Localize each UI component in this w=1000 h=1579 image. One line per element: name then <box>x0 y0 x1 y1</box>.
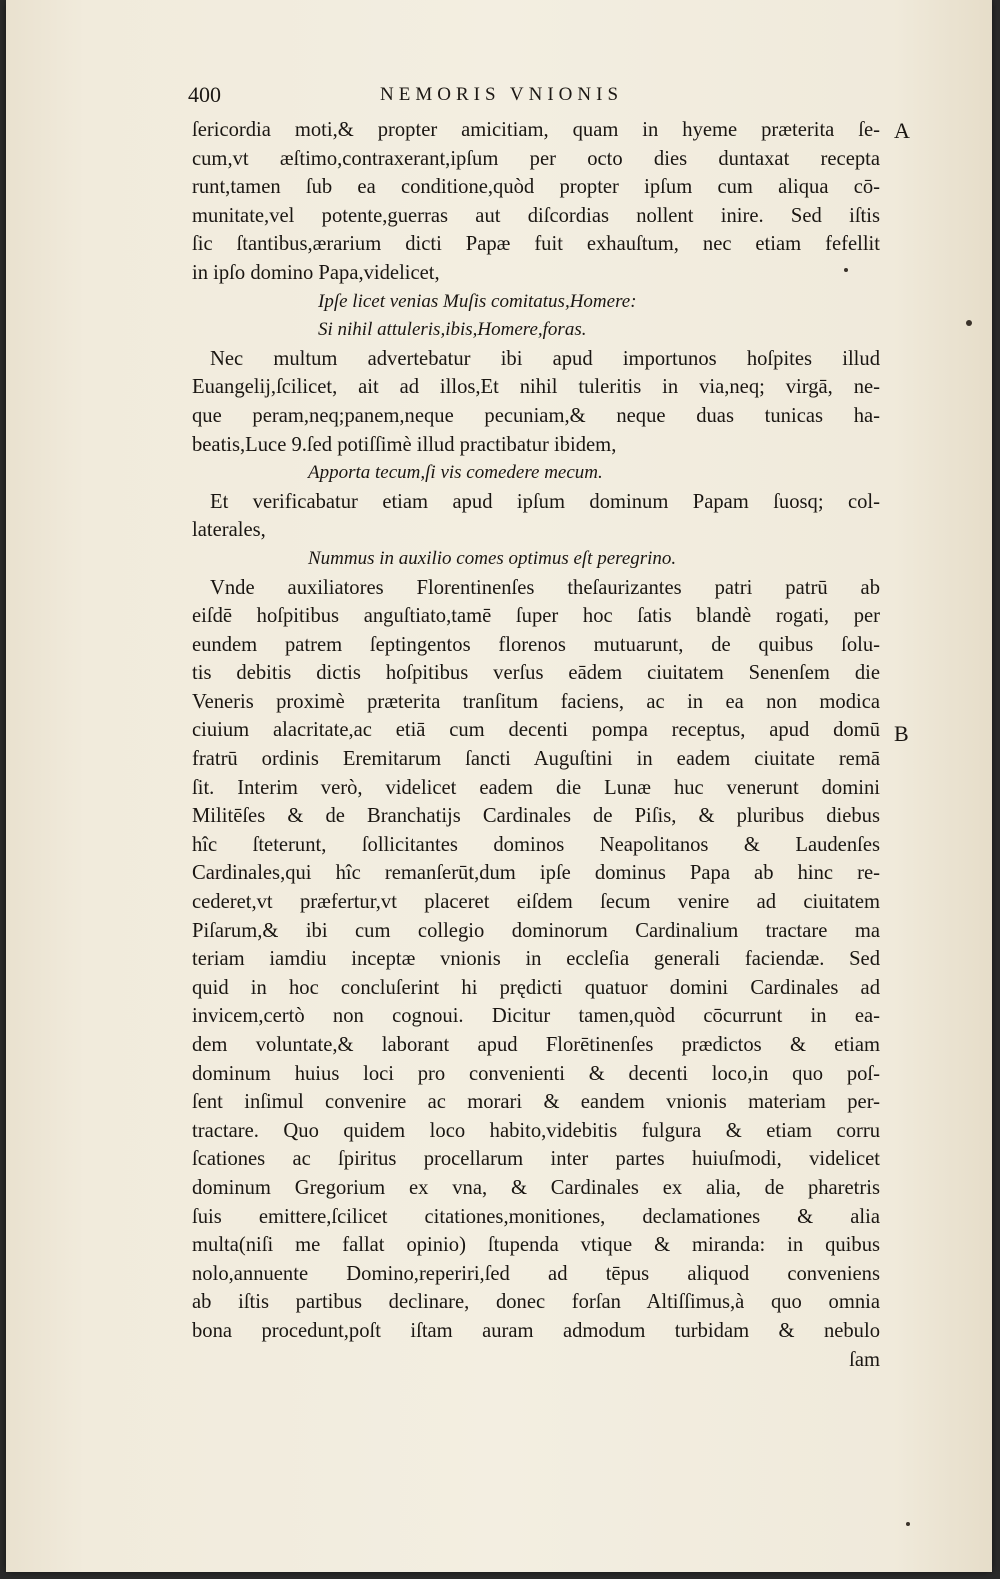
page-header <box>188 82 888 112</box>
text-line: Et verificabatur etiam apud ipſum dominum Papam ſuosq; col- <box>210 490 880 513</box>
text-line: tractare. Quo quidem loco habito,videbitis fulgura & etiam corru <box>192 1119 880 1142</box>
text-line: ab iſtis partibus declinare, donec forſan Altiſſimus,à quo omnia <box>192 1291 880 1314</box>
page-number: 400 <box>188 82 221 107</box>
text-line: Veneris proximè præterita tranſitum faciens, ac in ea non modica <box>192 690 880 713</box>
text-line: eundem patrem ſeptingentos florenos mutuarunt, de quibus ſolu- <box>192 633 880 656</box>
text-line: multa(niſi me fallat opinio) ſtupenda vtique & miranda: in quibus <box>192 1234 880 1257</box>
text-line: hîc ſteterunt, ſollicitantes dominos Neapolitanos & Laudenſes <box>192 833 880 856</box>
text-line: Militēſes & de Branchatijs Cardinales de Piſis, & pluribus diebus <box>192 805 880 828</box>
text-line: laterales, <box>192 519 266 542</box>
text-line: ſit. Interim verò, videlicet eadem die Lunæ huc venerunt domini <box>192 776 880 799</box>
ink-speck <box>906 1522 910 1526</box>
text-line: ſcationes ac ſpiritus procellarum inter partes huiuſmodi, videlicet <box>192 1148 880 1171</box>
book-page <box>6 0 992 1572</box>
text-line: eiſdē hoſpitibus anguſtiato,tamē ſuper hoc ſatis blandè rogati, per <box>192 605 880 628</box>
text-line: Nec multum advertebatur ibi apud importunos hoſpites illud <box>210 347 880 370</box>
text-line: dominum huius loci pro convenienti & decenti loco,in quo poſ- <box>192 1062 880 1085</box>
text-line: teriam iamdiu inceptæ vnionis in eccleſia generali faciendæ. Sed <box>192 948 880 971</box>
text-line: runt,tamen ſub ea conditione,quòd propter ipſum cum aliqua cō- <box>192 176 880 199</box>
running-title: NEMORIS VNIONIS <box>380 84 624 105</box>
text-line: fratrū ordinis Eremitarum ſancti Auguſtini in eadem ciuitate remā <box>192 748 880 771</box>
verse-line: Si nihil attuleris,ibis,Homere,foras. <box>318 319 587 341</box>
verse-line: Nummus in auxilio comes optimus eſt peregrino. <box>308 547 677 569</box>
text-line: quid in hoc concluſerint hi prędicti quatuor domini Cardinales ad <box>192 976 880 999</box>
text-line: munitate,vel potente,guerras aut diſcordias nollent inire. Sed iſtis <box>192 204 880 227</box>
text-line: Piſarum,& ibi cum collegio dominorum Cardinalium tractare ma <box>192 919 880 942</box>
text-line: ſuis emittere,ſcilicet citationes,monitiones, declamationes & alia <box>192 1205 880 1228</box>
body-text <box>192 116 880 1374</box>
text-line: in ipſo domino Papa,videlicet, <box>192 261 440 284</box>
text-line: ſent inſimul convenire ac morari & eandem vnionis materiam per- <box>192 1091 880 1114</box>
text-line: ſic ſtantibus,ærarium dicti Papæ fuit exhauſtum, nec etiam fefellit <box>192 233 880 256</box>
ink-speck <box>966 320 972 326</box>
margin-letter-a: A <box>894 118 910 143</box>
text-line: invicem,certò non cognoui. Dicitur tamen,quòd cōcurrunt in ea- <box>192 1005 880 1028</box>
text-line: Cardinales,qui hîc remanſerūt,dum ipſe dominus Papa ab hinc re- <box>192 862 880 885</box>
text-line: bona procedunt,poſt iſtam auram admodum turbidam & nebulo <box>192 1319 880 1342</box>
text-line: ciuium alacritate,ac etiā cum decenti pompa receptus, apud domū <box>192 719 880 742</box>
text-line: dem voluntate,& laborant apud Florētinenſes prædictos & etiam <box>192 1034 880 1056</box>
margin-letter-b: B <box>894 721 909 746</box>
text-line: Vnde auxiliatores Florentinenſes theſaurizantes patri patrū ab <box>210 576 880 599</box>
text-line: ſericordia moti,& propter amicitiam, quam in hyeme præterita ſe- <box>192 119 880 141</box>
text-line: nolo,annuente Domino,reperiri,ſed ad tēpus aliquod conveniens <box>192 1262 880 1285</box>
verse-line: Apporta tecum,ſi vis comedere mecum. <box>308 462 603 484</box>
text-line: que peram,neq;panem,neque pecuniam,& neque duas tunicas ha- <box>192 404 880 427</box>
text-line: Euangelij,ſcilicet, ait ad illos,Et nihil tuleritis in via,neq; virgā, ne- <box>192 376 880 399</box>
text-line: beatis,Luce 9.ſed potiſſimè illud practibatur ibidem, <box>192 433 617 456</box>
catchword: ſam <box>849 1348 880 1371</box>
text-line: dominum Gregorium ex vna, & Cardinales ex alia, de pharetris <box>192 1176 880 1199</box>
verse-line: Ipſe licet venias Muſis comitatus,Homere: <box>318 290 637 312</box>
text-line: cum,vt æſtimo,contraxerant,ipſum per octo dies duntaxat recepta <box>192 147 880 170</box>
text-line: tis debitis dictis hoſpitibus verſus eādem ciuitatem Senenſem die <box>192 662 880 685</box>
text-line: cederet,vt præfertur,vt placeret eiſdem ſecum venire ad ciuitatem <box>192 891 880 914</box>
